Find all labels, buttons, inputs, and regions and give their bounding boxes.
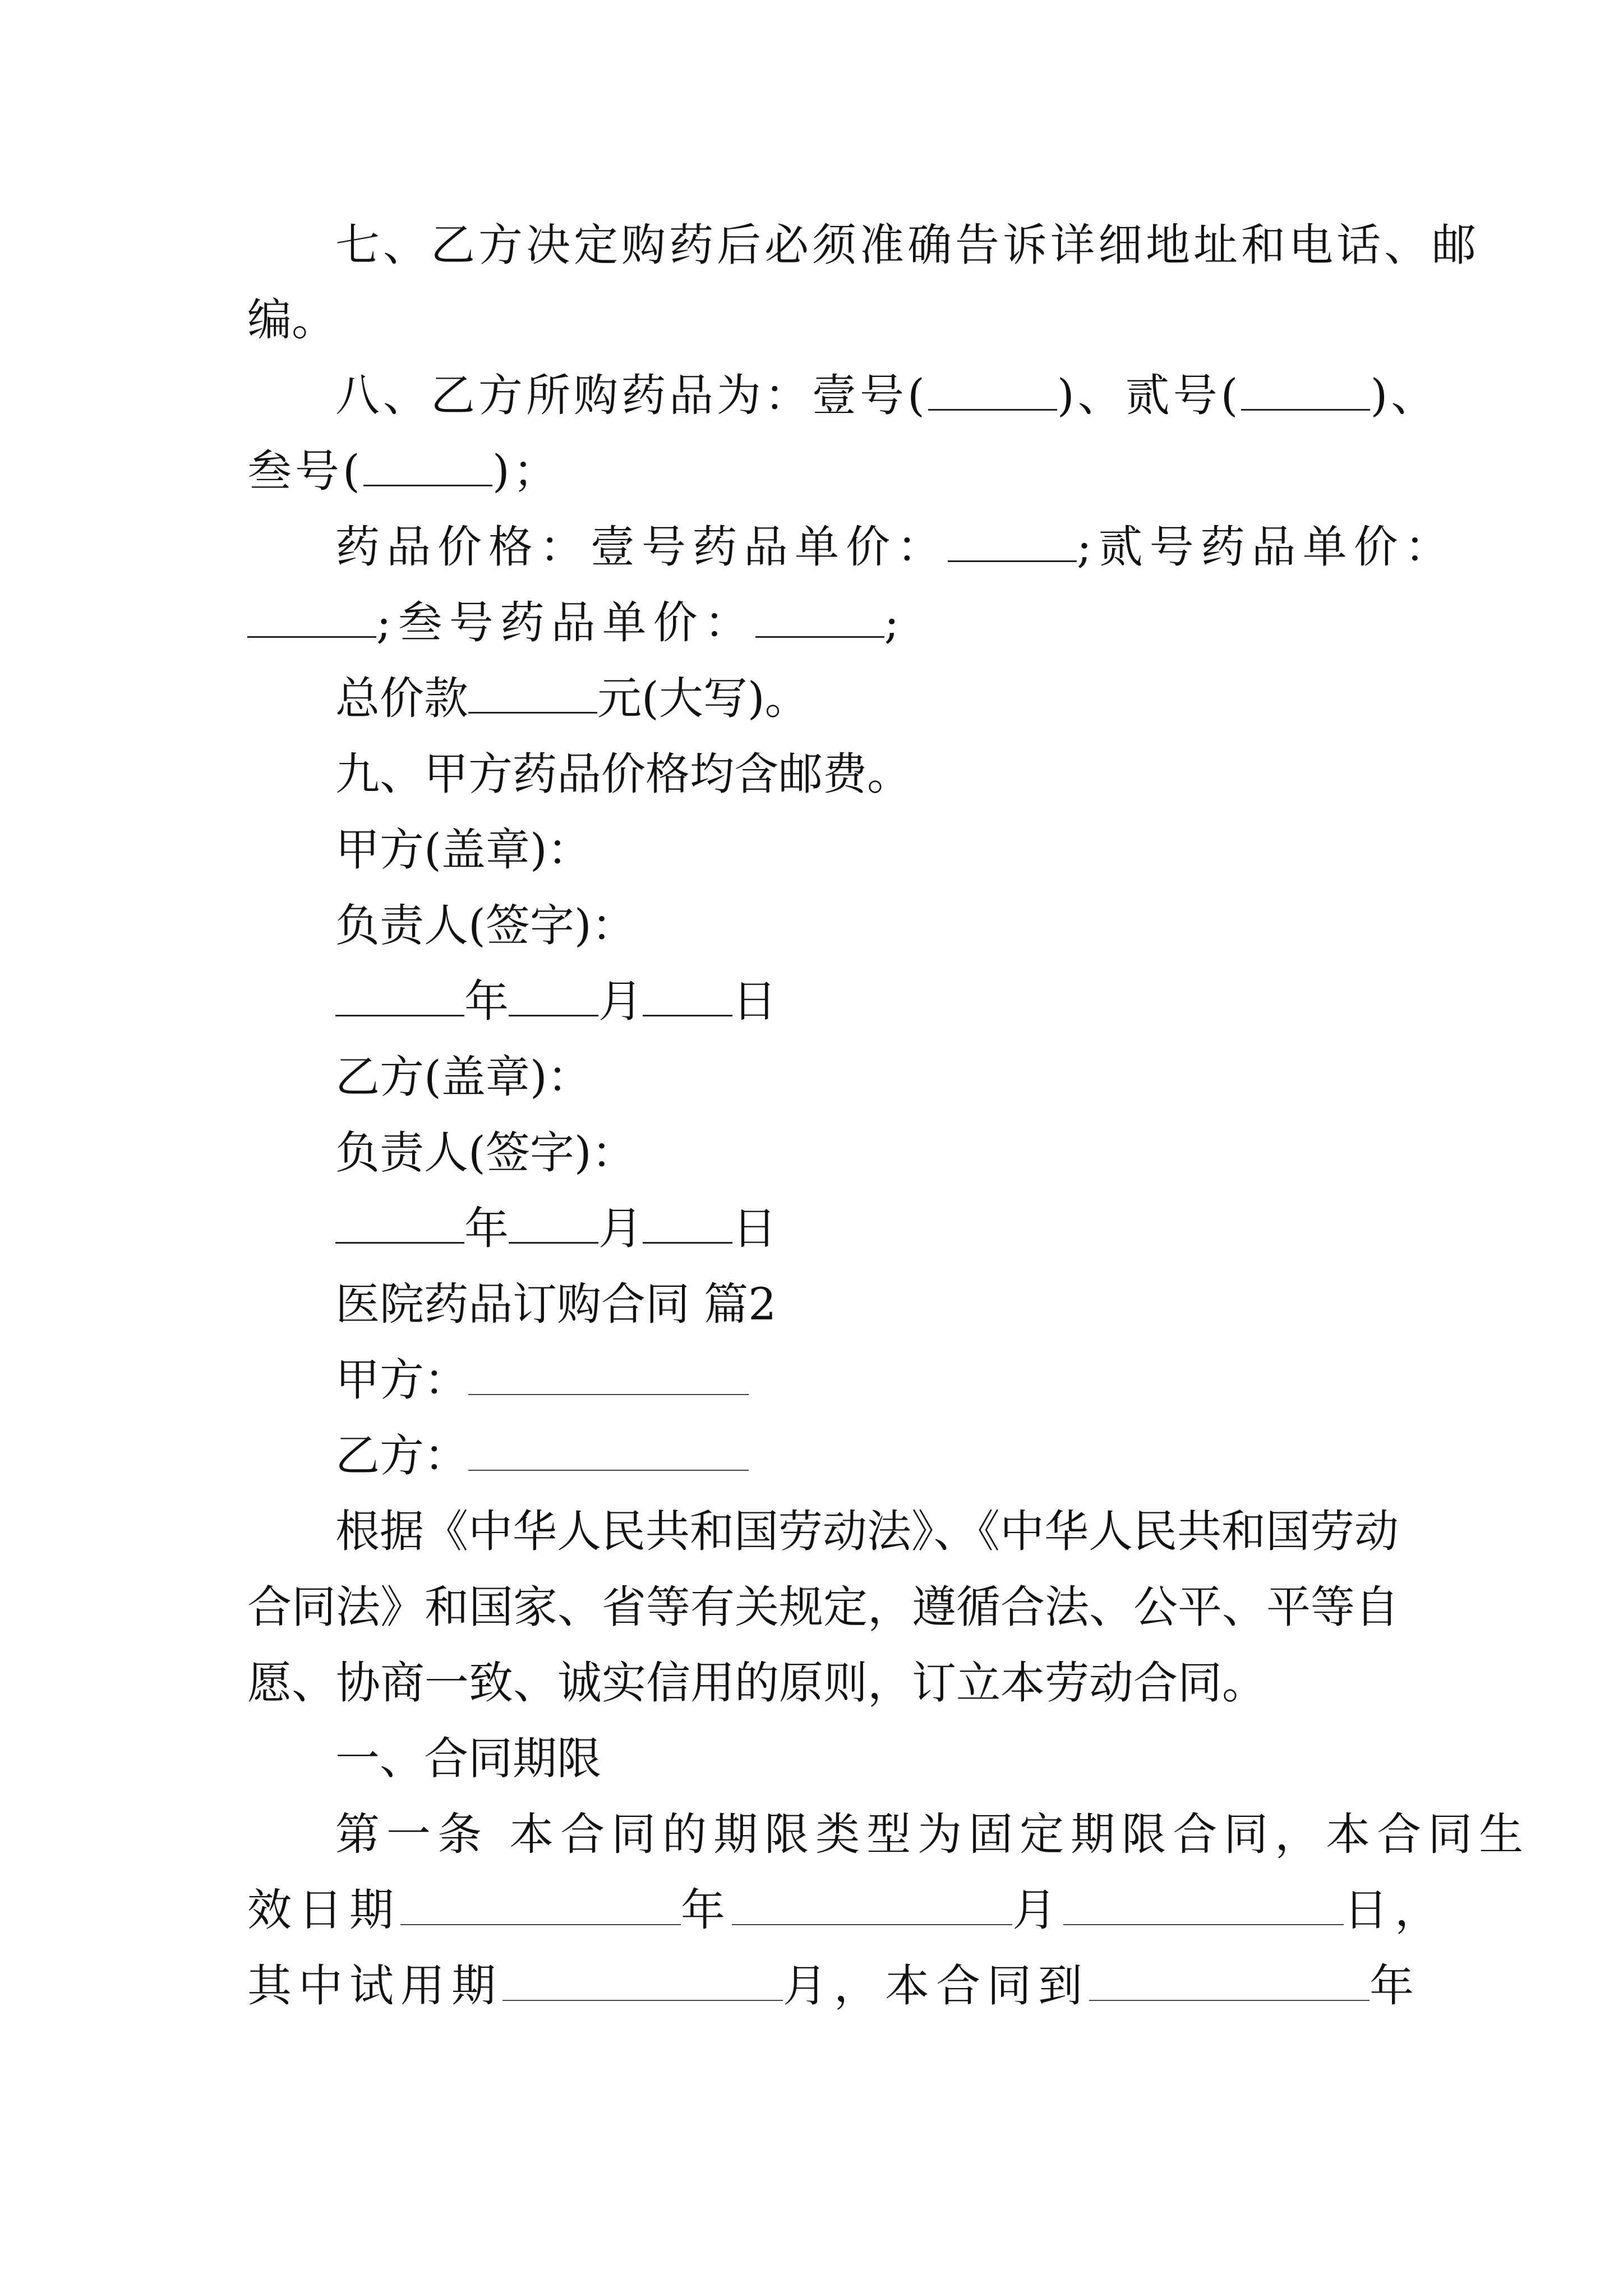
party-b-seal-line [335, 1049, 592, 1105]
probation-label: 其中试用期 [247, 1960, 502, 2012]
section-title-text: 医院药品订购合同 篇2 [335, 1278, 777, 1330]
clause-eight-text: 八、乙方所购药品为：壹号( [335, 370, 928, 421]
day-blank [643, 1202, 732, 1244]
price-three-label: ;叁号药品单价： [376, 597, 755, 648]
party-a-seal-label: 甲方(盖章)： [335, 824, 592, 876]
party-a-sign-label: 负责人(签字)： [335, 900, 636, 951]
clause-seven-line [335, 217, 1479, 273]
total-price-blank [468, 671, 597, 714]
effective-year-label: 年 [681, 1884, 732, 1936]
drug-three-label: 叁号( [247, 445, 363, 497]
effective-date-label: 效日期 [247, 1884, 400, 1936]
preamble-text-3: 愿、协商一致、诚实信用的原则，订立本劳动合同。 [247, 1657, 1266, 1709]
drug-three-end: )； [492, 445, 561, 497]
clause-seven-end-text: 编。 [247, 294, 336, 346]
party-b-seal-label: 乙方(盖章)： [335, 1051, 592, 1103]
day-blank [643, 974, 732, 1016]
clause-eight-text-3: )、 [1370, 370, 1439, 421]
clause-eight-text-2: )、贰号( [1057, 370, 1242, 421]
price-three-blank [755, 596, 884, 638]
probation-blank [502, 1959, 783, 2001]
price-one-blank [948, 520, 1077, 562]
preamble-line-1 [335, 1503, 1399, 1559]
clause-nine-text: 九、甲方药品价格均含邮费。 [335, 748, 911, 800]
drug-three-blank [363, 444, 492, 486]
clause-nine-line [335, 746, 911, 802]
party-a-sign-line [335, 898, 636, 954]
contract-end-label: 月，本合同到 [783, 1960, 1089, 2012]
party-b-sign-label: 负责人(签字)： [335, 1127, 636, 1179]
section-one-heading [335, 1731, 601, 1787]
party-a-line [335, 1352, 749, 1408]
party-a-date-line [335, 973, 777, 1029]
clause-eight-continuation [247, 443, 561, 499]
price-continuation [247, 595, 906, 651]
party-b-label: 乙方： [335, 1430, 468, 1481]
party-a-seal-line [335, 822, 592, 878]
clause-eight-line [335, 367, 1438, 424]
party-b-line [335, 1428, 749, 1484]
total-price-label: 总价款 [335, 673, 468, 724]
preamble-line-2 [247, 1579, 1399, 1635]
party-b-sign-line [335, 1125, 636, 1181]
effective-date-line [247, 1882, 1446, 1938]
effective-month-blank [732, 1884, 1012, 1925]
preamble-text-1: 根据《中华人民共和国劳动法》、《中华人民共和国劳动 [335, 1506, 1399, 1557]
total-price-line [335, 670, 809, 726]
section-title [335, 1276, 776, 1332]
party-a-blank [468, 1354, 749, 1395]
party-b-blank [468, 1429, 749, 1471]
effective-day-blank [1063, 1884, 1344, 1925]
preamble-text-2: 合同法》和国家、省等有关规定，遵循合法、公平、平等自 [247, 1581, 1399, 1633]
day-label: 日 [732, 1203, 777, 1254]
price-two-blank [247, 596, 376, 638]
price-two-label: ;贰号药品单价： [1077, 521, 1456, 573]
article-one-line [335, 1806, 1530, 1862]
year-blank [335, 1202, 464, 1244]
effective-day-label: 日， [1344, 1884, 1446, 1936]
month-blank [509, 1202, 598, 1244]
contract-end-year-blank [1089, 1959, 1370, 2001]
month-blank [509, 974, 598, 1016]
day-label: 日 [732, 976, 777, 1027]
section-one-heading-text: 一、合同期限 [335, 1733, 601, 1784]
article-one-text: 第一条 本合同的期限类型为固定期限合同，本合同生 [335, 1809, 1530, 1860]
preamble-line-3 [247, 1655, 1266, 1711]
drug-one-blank [928, 369, 1057, 411]
year-blank [335, 974, 464, 1016]
month-label: 月 [598, 1203, 643, 1254]
party-b-date-line [335, 1200, 777, 1257]
price-three-end: ; [884, 597, 906, 648]
clause-seven-text: 七、乙方决定购药后必须准确告诉详细地址和电话、邮 [335, 219, 1479, 271]
clause-seven-continuation [247, 292, 336, 348]
effective-year-blank [400, 1884, 681, 1925]
total-price-unit: 元(大写)。 [597, 673, 809, 724]
drug-two-blank [1241, 369, 1370, 411]
contract-end-year-label: 年 [1370, 1960, 1421, 2012]
price-one-label: 药品价格：壹号药品单价： [335, 521, 948, 573]
year-label: 年 [464, 976, 509, 1027]
year-label: 年 [464, 1203, 509, 1254]
price-line [335, 519, 1456, 575]
effective-month-label: 月 [1012, 1884, 1063, 1936]
month-label: 月 [598, 976, 643, 1027]
probation-line [247, 1958, 1421, 2014]
party-a-label: 甲方： [335, 1354, 468, 1406]
